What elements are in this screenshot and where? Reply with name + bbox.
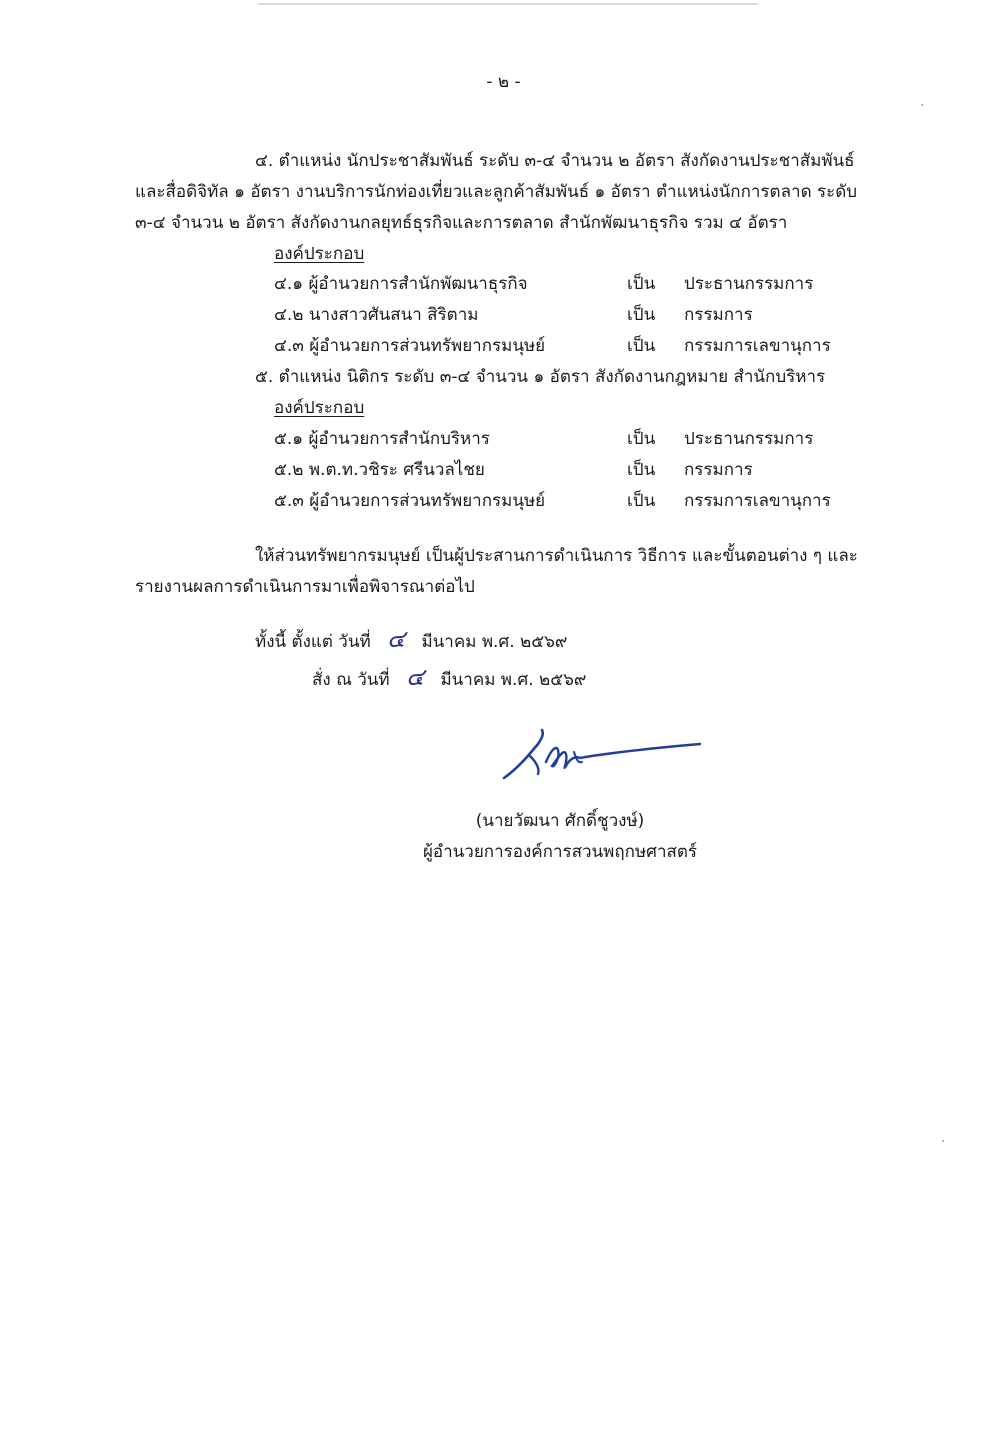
member-role: กรรมการ [684,305,753,325]
member-as: เป็น [627,429,656,449]
ordered-day-handwritten: ๔ [405,663,425,691]
member-as: เป็น [627,336,656,356]
member-as: เป็น [627,305,656,325]
effective-day-handwritten: ๔ [386,625,406,653]
member-as: เป็น [627,491,656,511]
ordered-date [312,663,587,691]
member-name: ๕.๒ พ.ต.ท.วชิระ ศรีนวลไชย [274,460,485,480]
item4-line3: ๓-๔ จำนวน ๒ อัตรา สังกัดงานกลยุทธ์ธุรกิจและการตลาด สำนักพัฒนาธุรกิจ รวม ๔ อัตรา [135,213,788,233]
effective-suffix: มีนาคม พ.ศ. ๒๕๖๙ [421,632,568,652]
member-name: ๔.๓ ผู้อำนวยการส่วนทรัพยากรมนุษย์ [274,336,546,356]
member-name: ๔.๑ ผู้อำนวยการสำนักพัฒนาธุรกิจ [274,274,528,294]
scan-edge-line [258,3,758,5]
item4-line1: ๔. ตำแหน่ง นักประชาสัมพันธ์ ระดับ ๓-๔ จำนวน ๒ อัตรา สังกัดงานประชาสัมพันธ์ [255,151,855,171]
signature-icon [500,722,710,784]
member-name: ๕.๓ ผู้อำนวยการส่วนทรัพยากรมนุษย์ [274,491,546,511]
closing-line2: รายงานผลการดำเนินการมาเพื่อพิจารณาต่อไป [135,577,475,597]
ordered-prefix: สั่ง ณ วันที่ [312,670,390,690]
item4-heading: องค์ประกอบ [274,244,365,264]
member-role: ประธานกรรมการ [684,429,814,449]
effective-date [255,625,568,653]
member-role: กรรมการ [684,460,753,480]
member-as: เป็น [627,274,656,294]
member-name: ๕.๑ ผู้อำนวยการสำนักบริหาร [274,429,490,449]
signer-name: (นายวัฒนา ศักดิ์ชูวงษ์) [475,811,645,831]
page-number: - ๒ - [486,72,521,92]
item5-line1: ๕. ตำแหน่ง นิติกร ระดับ ๓-๔ จำนวน ๑ อัตรา สังกัดงานกฎหมาย สำนักบริหาร [255,367,826,387]
effective-prefix: ทั้งนี้ ตั้งแต่ วันที่ [255,632,371,652]
item5-heading: องค์ประกอบ [274,398,365,418]
member-as: เป็น [627,460,656,480]
ordered-suffix: มีนาคม พ.ศ. ๒๕๖๙ [440,670,587,690]
scan-dot [921,104,923,106]
member-role: กรรมการเลขานุการ [684,336,831,356]
member-role: ประธานกรรมการ [684,274,814,294]
signer-title: ผู้อำนวยการองค์การสวนพฤกษศาสตร์ [422,842,698,862]
member-name: ๔.๒ นางสาวศันสนา สิริตาม [274,305,479,325]
item4-line2: และสื่อดิจิทัล ๑ อัตรา งานบริการนักท่องเที่ยวและลูกค้าสัมพันธ์ ๑ อัตรา ตำแหน่งนักการตลาด ระดับ [135,182,858,202]
closing-line1: ให้ส่วนทรัพยากรมนุษย์ เป็นผู้ประสานการดำเนินการ วิธีการ และขั้นตอนต่าง ๆ และ [255,546,858,566]
scan-dot [942,1140,944,1142]
member-role: กรรมการเลขานุการ [684,491,831,511]
